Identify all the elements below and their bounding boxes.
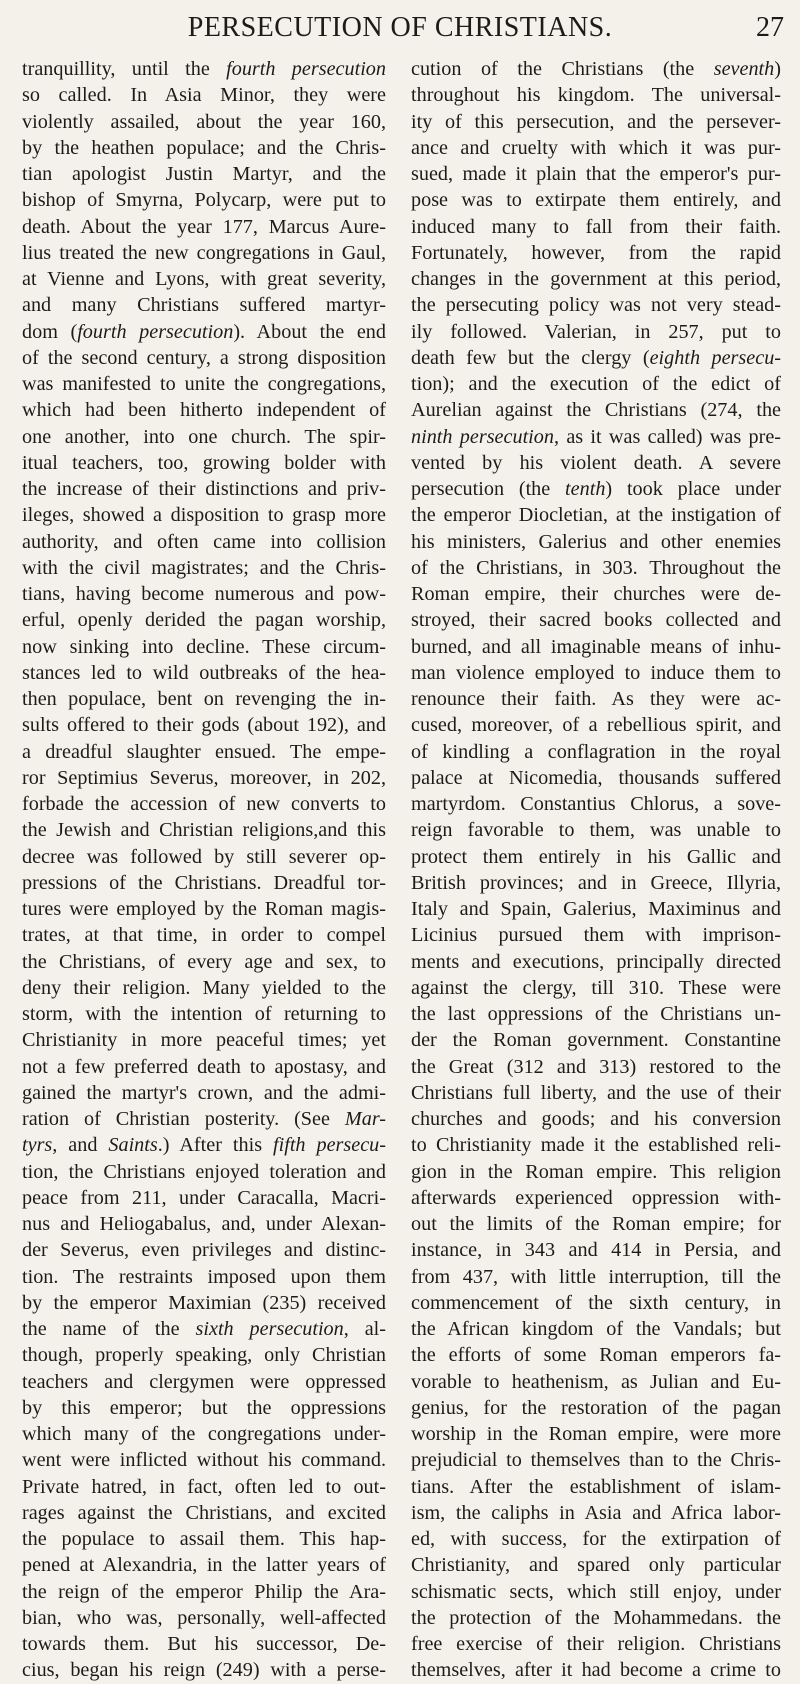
- text-line: the African kingdom of the Vandals; but: [411, 1318, 781, 1340]
- text-line: British provinces; and in Greece, Illyria,: [411, 871, 781, 894]
- text-line: tyrs, and Saints.) After this fifth persecu-: [22, 1134, 386, 1157]
- text-line: throughout his kingdom. The universal-: [411, 84, 781, 107]
- text-line: ileges, showed a disposition to grasp more: [22, 504, 386, 527]
- running-title: PERSECUTION OF CHRISTIANS.: [187, 12, 613, 43]
- text-line: of the second century, a strong disposition: [22, 346, 386, 369]
- text-line: rages against the Christians, and excited: [22, 1501, 386, 1524]
- text-line: the persecuting policy was not very stead-: [411, 294, 781, 317]
- text-line: der Severus, even privileges and distinc-: [22, 1239, 386, 1262]
- text-line: ism, the caliphs in Asia and Africa labor-: [411, 1501, 781, 1524]
- text-line: deny their religion. Many yielded to the: [22, 976, 386, 999]
- text-line: decree was followed by still severer op-: [22, 845, 386, 868]
- text-line: Christianity in more peaceful times; yet: [22, 1029, 386, 1052]
- text-line: not a few preferred death to apostasy, and: [22, 1055, 386, 1078]
- text-line: against the clergy, till 310. These were: [411, 976, 781, 999]
- text-line: forbade the accession of new converts to: [22, 793, 386, 815]
- text-line: which had been hitherto independent of: [22, 399, 386, 422]
- text-line: prejudicial to themselves than to the Chris-: [411, 1449, 781, 1472]
- text-line: afterwards experienced oppression with-: [411, 1186, 781, 1209]
- text-line: commencement of the sixth century, in: [411, 1291, 781, 1314]
- text-line: persecution (the tenth) took place under: [411, 478, 781, 500]
- text-line: Italy and Spain, Galerius, Maximinus and: [411, 898, 781, 920]
- text-line: cution of the Christians (the seventh): [411, 58, 781, 80]
- text-line: from 437, with little interruption, till the: [411, 1265, 781, 1288]
- text-line: der the Roman government. Constantine: [411, 1029, 781, 1052]
- page-number: 27: [756, 12, 784, 43]
- text-line: now sinking into decline. These circum-: [22, 635, 386, 658]
- text-line: the name of the sixth persecution, al-: [22, 1318, 386, 1340]
- text-line: pressions of the Christians. Dreadful tor-: [22, 871, 386, 894]
- text-line: ance and cruelty with which it was pur-: [411, 136, 781, 159]
- text-line: pened at Alexandria, in the latter years of: [22, 1554, 386, 1577]
- text-line: of the Christians, in 303. Throughout the: [411, 556, 781, 579]
- text-line: worship in the Roman empire, were more: [411, 1423, 781, 1445]
- text-line: itual teachers, too, growing bolder with: [22, 451, 386, 474]
- text-line: by the emperor Maximian (235) received: [22, 1291, 386, 1314]
- text-line: trates, at that time, in order to compel: [22, 924, 386, 947]
- text-line: instance, in 343 and 414 in Persia, and: [411, 1239, 781, 1262]
- text-line: induced many to fall from their faith.: [411, 215, 781, 238]
- text-line: ily followed. Valerian, in 257, put to: [411, 320, 781, 343]
- text-line: ments and executions, principally directed: [411, 950, 781, 973]
- text-line: and many Christians suffered martyr-: [22, 294, 386, 317]
- text-line: tian apologist Justin Martyr, and the: [22, 163, 386, 185]
- text-line: nus and Heliogabalus, and, under Alexan-: [22, 1213, 386, 1235]
- text-line: storm, with the intention of returning to: [22, 1003, 386, 1025]
- text-line: stances led to wild outbreaks of the hea-: [22, 661, 386, 684]
- text-line: bian, who was, personally, well-affected: [22, 1606, 386, 1629]
- text-line: protect them entirely in his Gallic and: [411, 845, 781, 868]
- text-line: man violence employed to induce them to: [411, 661, 781, 684]
- text-line: gained the martyr's crown, and the admi-: [22, 1081, 386, 1104]
- text-line: then populace, bent on revenging the in-: [22, 688, 386, 710]
- text-line: schismatic sects, which still enjoy, under: [411, 1580, 781, 1603]
- text-line: of kindling a conflagration in the royal: [411, 740, 781, 763]
- text-line: the efforts of some Roman emperors fa-: [411, 1344, 781, 1367]
- text-line: dom (fourth persecution). About the end: [22, 320, 386, 343]
- text-line: teachers and clergymen were oppressed: [22, 1370, 386, 1393]
- text-line: churches and goods; and his conversion: [411, 1108, 781, 1130]
- text-line: gion in the Roman empire. This religion: [411, 1160, 781, 1183]
- text-line: ninth persecution, as it was called) was pre-: [411, 425, 781, 448]
- text-line: at Vienne and Lyons, with great severity,: [22, 268, 386, 290]
- text-line: the Christians, of every age and sex, to: [22, 950, 386, 973]
- text-line: ration of Christian posterity. (See Mar-: [22, 1108, 386, 1130]
- text-line: out the limits of the Roman empire; for: [411, 1213, 781, 1235]
- text-line: his ministers, Galerius and other enemies: [411, 530, 781, 553]
- text-line: tians. After the establishment of islam-: [411, 1475, 781, 1498]
- text-line: went were inflicted without his command.: [22, 1449, 386, 1472]
- text-line: the reign of the emperor Philip the Ara-: [22, 1580, 386, 1603]
- text-line: Licinius pursued them with imprison-: [411, 924, 781, 947]
- text-line: which many of the congregations under-: [22, 1423, 386, 1445]
- text-line: tians, having become numerous and pow-: [22, 583, 386, 605]
- text-line: genius, for the restoration of the pagan: [411, 1396, 781, 1419]
- text-line: ror Septimius Severus, moreover, in 202,: [22, 766, 386, 789]
- right-column: [411, 56, 781, 1684]
- text-line: Roman empire, their churches were de-: [411, 583, 781, 605]
- text-line: pose was to extirpate them entirely, and: [411, 189, 781, 212]
- text-line: palace at Nicomedia, thousands suffered: [411, 766, 781, 789]
- text-line: reign favorable to them, was unable to: [411, 819, 781, 842]
- text-line: Fortunately, however, from the rapid: [411, 241, 781, 264]
- text-line: the last oppressions of the Christians un-: [411, 1003, 781, 1025]
- text-line: tion); and the execution of the edict of: [411, 373, 781, 395]
- text-line: martyrdom. Constantius Chlorus, a sove-: [411, 793, 781, 815]
- text-line: one another, into one church. The spir-: [22, 425, 386, 448]
- text-line: lius treated the new congregations in Gaul,: [22, 241, 386, 264]
- text-line: to Christianity made it the established reli-: [411, 1134, 781, 1157]
- text-line: peace from 211, under Caracalla, Macri-: [22, 1186, 386, 1209]
- page-header: [0, 6, 800, 50]
- text-line: sults offered to their gods (about 192), and: [22, 714, 386, 737]
- text-line: so called. In Asia Minor, they were: [22, 84, 386, 107]
- text-line: tures were employed by the Roman magis-: [22, 898, 386, 920]
- text-line: the protection of the Mohammedans. the: [411, 1606, 781, 1629]
- text-line: vorable to heathenism, as Julian and Eu-: [411, 1370, 781, 1393]
- text-line: the Great (312 and 313) restored to the: [411, 1055, 781, 1078]
- text-line: by this emperor; but the oppressions: [22, 1396, 386, 1419]
- text-line: towards them. But his successor, De-: [22, 1633, 386, 1655]
- text-line: ed, with success, for the extirpation of: [411, 1528, 781, 1550]
- text-line: themselves, after it had become a crime to: [411, 1659, 781, 1682]
- text-line: the emperor Diocletian, at the instigation of: [411, 504, 781, 527]
- text-line: the Jewish and Christian religions,and this: [22, 819, 386, 842]
- text-line: ity of this persecution, and the persever-: [411, 110, 781, 133]
- text-line: free exercise of their religion. Christians: [411, 1633, 781, 1655]
- text-line: a dreadful slaughter ensued. The empe-: [22, 740, 386, 763]
- text-line: burned, and all imaginable means of inhu-: [411, 635, 781, 658]
- text-line: the populace to assail them. This hap-: [22, 1528, 386, 1550]
- text-line: renounce their faith. As they were ac-: [411, 688, 781, 710]
- text-line: death few but the clergy (eighth persecu-: [411, 346, 782, 369]
- text-line: Christians full liberty, and the use of their: [411, 1081, 781, 1104]
- text-line: cius, began his reign (249) with a perse-: [22, 1659, 386, 1682]
- text-line: with the civil magistrates; and the Chris-: [22, 556, 386, 579]
- text-line: changes in the government at this period,: [411, 268, 781, 290]
- text-line: stroyed, their sacred books collected and: [411, 609, 781, 632]
- text-line: by the heathen populace; and the Chris-: [22, 136, 386, 159]
- text-line: bishop of Smyrna, Polycarp, were put to: [22, 189, 386, 212]
- text-line: authority, and often came into collision: [22, 530, 386, 553]
- text-line: sued, made it plain that the emperor's pur-: [411, 163, 781, 185]
- text-line: vented by his violent death. A severe: [411, 451, 781, 474]
- text-line: the increase of their distinctions and priv-: [22, 478, 386, 500]
- text-line: violently assailed, about the year 160,: [22, 110, 386, 133]
- text-line: tion, the Christians enjoyed toleration and: [22, 1160, 386, 1183]
- text-line: tranquillity, until the fourth persecution: [22, 58, 386, 80]
- text-line: Christianity, and spared only particular: [411, 1554, 781, 1577]
- text-line: was manifested to unite the congregations,: [22, 373, 386, 395]
- left-column: [22, 56, 386, 1684]
- text-line: Private hatred, in fact, often led to out-: [22, 1475, 386, 1498]
- text-line: cused, moreover, of a rebellious spirit, and: [411, 714, 781, 737]
- text-line: death. About the year 177, Marcus Aure-: [22, 215, 386, 238]
- text-line: tion. The restraints imposed upon them: [22, 1265, 386, 1288]
- text-line: erful, openly derided the pagan worship,: [22, 609, 386, 632]
- text-line: Aurelian against the Christians (274, the: [411, 399, 781, 422]
- text-line: though, properly speaking, only Christian: [22, 1344, 386, 1367]
